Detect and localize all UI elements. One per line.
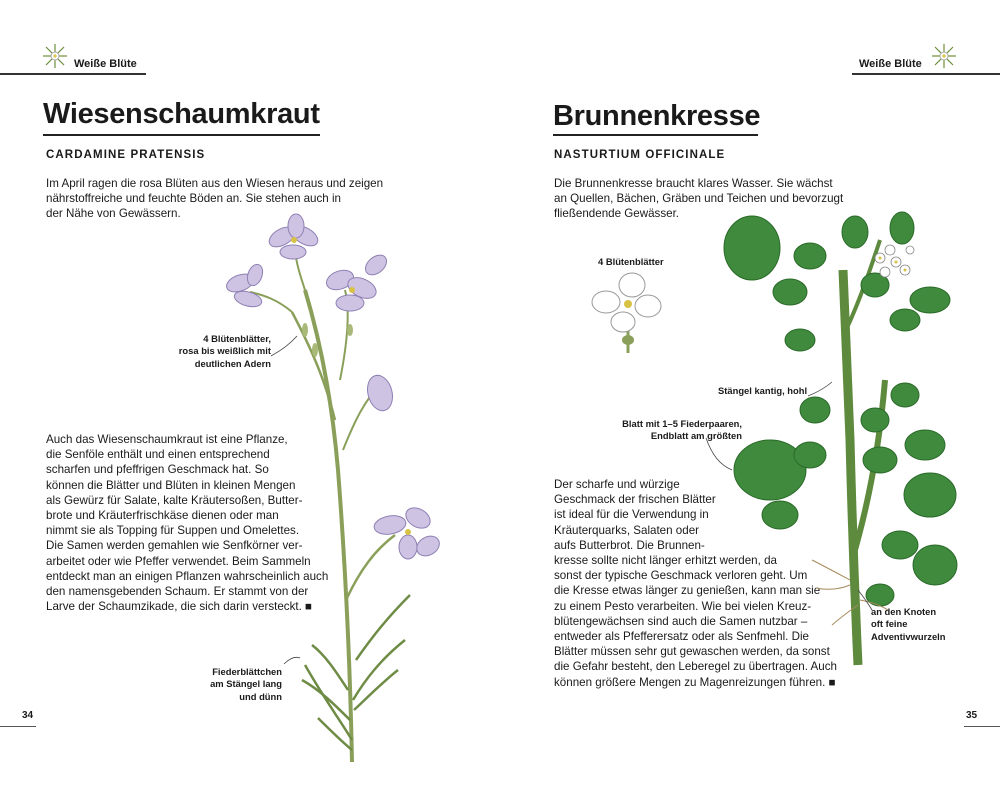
- callout-line: am Stängel lang: [210, 678, 282, 690]
- callout-line: an den Knoten: [871, 606, 937, 617]
- intro-line: Im April ragen die rosa Blüten aus den Wiesen heraus und zeigen: [46, 177, 384, 190]
- body-line: Larve der Schaumzikade, die sich darin versteckt. ■: [46, 600, 313, 614]
- body-line: als Gewürz für Salate, kalte Kräutersoßen, Butter-: [46, 493, 303, 507]
- body-line: kresse sollte nicht länger erhitzt werden, da: [554, 554, 777, 568]
- body-line: Kräuterquarks, Salaten oder: [554, 523, 700, 537]
- body-line: können größere Mengen zu Magenreizungen führen. ■: [554, 675, 836, 689]
- body-line: Auch das Wiesenschaumkraut ist eine Pflanze,: [46, 433, 288, 446]
- section-label: Weiße Blüte: [859, 58, 922, 70]
- body-line: scharfen und pfeffrigen Geschmack hat. So: [46, 463, 269, 477]
- page-title: Brunnenkresse: [553, 100, 761, 132]
- body-line: den namensgebenden Schaum. Er stammt von der: [46, 585, 309, 599]
- callout-line: Stängel kantig, hohl: [718, 385, 808, 396]
- body-line: nimmt sie als Topping für Suppen und Omelettes.: [46, 524, 300, 538]
- body-line: entdeckt man an einigen Pflanzen wahrscheinlich auch: [46, 569, 329, 583]
- body-line: die Gefahr besteht, den Leberegel zu übertragen. Auch: [554, 660, 837, 674]
- body-line: zu einem Pesto verarbeiten. Wie bei vielen Kreuz-: [554, 599, 812, 613]
- intro-line: Die Brunnenkresse braucht klares Wasser. Sie wächst: [554, 177, 833, 190]
- page-number: 34: [22, 710, 34, 721]
- body-line: Geschmack der frischen Blätter: [554, 493, 716, 507]
- body-line: brote und Kräuterfrischkäse dienen oder man: [46, 509, 279, 523]
- body-line: die Senföle enthält und einen entsprechend: [46, 448, 270, 462]
- callout-line: oft feine: [871, 618, 908, 630]
- intro-line: der Nähe von Gewässern.: [46, 207, 181, 221]
- intro-line: an Quellen, Bächen, Gräben und Teichen und bevorzugt: [554, 192, 844, 206]
- body-line: aufs Butterbrot. Die Brunnen-: [554, 538, 705, 552]
- body-line: arbeitet oder wie Pfeffer verwendet. Beim Sammeln: [46, 554, 311, 568]
- callout-line: Fiederblättchen: [212, 666, 282, 677]
- callout-line: 4 Blütenblätter: [598, 256, 664, 267]
- watercress-flower-detail: [592, 273, 661, 353]
- intro-line: fließendende Gewässer.: [554, 207, 680, 221]
- callout-line: Adventivwurzeln: [871, 630, 946, 642]
- callout-line: und dünn: [239, 690, 282, 702]
- cuckooflower-illustration: [224, 214, 443, 762]
- callout-line: 4 Blütenblätter,: [203, 333, 271, 344]
- callout-line: deutlichen Adern: [194, 357, 271, 369]
- body-line: entweder als Pfefferersatz oder als Senfmehl. Die: [554, 630, 809, 644]
- page-title: Wiesenschaumkraut: [43, 98, 320, 130]
- body-line: die Kresse etwas länger zu genießen, kann man sie: [554, 584, 821, 598]
- body-line: können die Blätter und Blüten in kleinen Mengen: [46, 478, 296, 492]
- callout-line: Endblatt am größten: [650, 430, 742, 442]
- section-label: Weiße Blüte: [74, 58, 137, 70]
- page-number: 35: [966, 710, 978, 721]
- body-line: ist ideal für die Verwendung in: [554, 508, 709, 522]
- latin-name: CARDAMINE PRATENSIS: [46, 149, 206, 161]
- body-line: Blätter müssen sehr gut gewaschen werden, da sonst: [554, 645, 830, 659]
- watercress-illustration: [592, 212, 957, 665]
- intro-line: nährstoffreiche und feuchte Böden an. Sie stehen auch in: [46, 192, 341, 206]
- body-line: sonst der typische Geschmack verloren geht. Um: [554, 569, 808, 583]
- callout-line: Blatt mit 1–5 Fiederpaaren,: [622, 418, 742, 429]
- latin-name: NASTURTIUM OFFICINALE: [554, 149, 726, 161]
- body-line: blütengewächsen sind auch die Samen nutzbar –: [554, 614, 808, 628]
- body-line: Die Samen werden gemahlen wie Senfkörner ver-: [46, 539, 303, 553]
- body-line: Der scharfe und würzige: [554, 478, 680, 491]
- callout-line: rosa bis weißlich mit: [178, 345, 271, 357]
